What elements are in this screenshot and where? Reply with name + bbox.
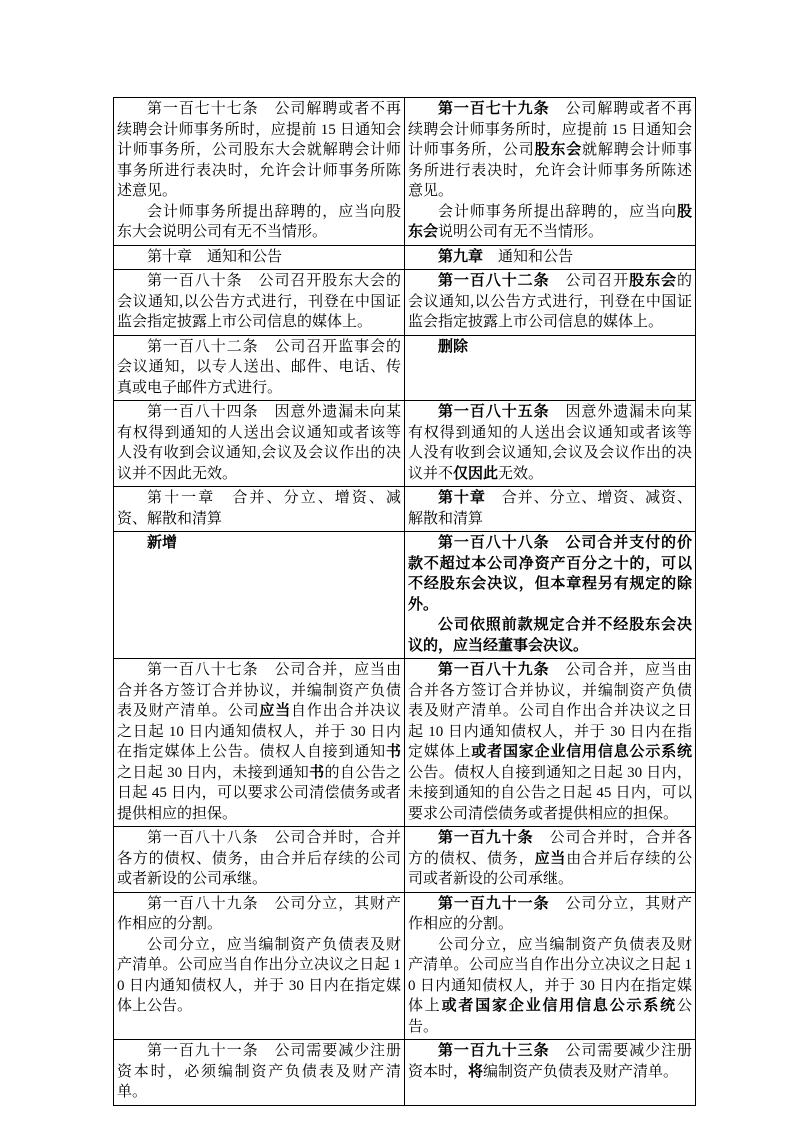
- revised-text-run: 股东会: [629, 273, 677, 289]
- old-clause-cell: [114, 892, 405, 1040]
- table-row: [114, 487, 696, 532]
- text-run: 公告。: [408, 998, 692, 1035]
- table-row: [114, 1040, 696, 1106]
- clause-paragraph: [117, 533, 401, 554]
- table-row: [114, 659, 696, 827]
- table-row: [114, 532, 696, 659]
- text-run: 会计师事务所提出辞聘的，应当向: [438, 203, 677, 220]
- text-run: 第十章 通知和公告: [147, 248, 283, 265]
- old-clause-cell: [114, 245, 405, 270]
- text-run: 公告。债权人自接到通知之日起 30 日内，未接到通知的自公告之日起 45 日内，可以要求公司清偿债务或者提供相应的担保。: [408, 764, 692, 822]
- clause-paragraph: [117, 402, 401, 484]
- revised-text-run: 删除: [438, 338, 469, 355]
- revised-text-run: 第一百八十九条: [438, 662, 550, 678]
- old-clause-cell: [114, 401, 405, 487]
- revised-text-run: 公司依照前款规定合并不经股东会决议的，应当经董事会决议。: [408, 617, 692, 654]
- revised-text-run: 仅因此: [453, 465, 499, 482]
- new-clause-cell: [405, 335, 696, 401]
- clause-paragraph: [117, 488, 401, 529]
- text-run: 公司分立，应当编制资产负债表及财产清单。公司应当自作出分立决议之日起 10 日内通知债权人，并于 30 日内在指定媒体上: [408, 936, 692, 1014]
- table-row: [114, 335, 696, 401]
- old-clause-cell: [114, 98, 405, 246]
- clause-paragraph: [408, 828, 692, 890]
- old-clause-cell: [114, 270, 405, 336]
- clause-paragraph: [408, 247, 692, 268]
- clause-paragraph: [408, 533, 692, 615]
- clause-paragraph: [117, 99, 401, 202]
- text-run: 之日起 30 日内，未接到通知: [117, 764, 310, 781]
- revised-text-run: 第一百九十一条: [438, 895, 550, 912]
- old-clause-cell: [114, 532, 405, 659]
- table-row: [114, 245, 696, 270]
- text-run: 的自公告之日起 45 日内，可以要求公司清偿债务或者提供相应的担保。: [117, 764, 401, 822]
- table-row: [114, 827, 696, 893]
- clause-paragraph: [408, 488, 692, 529]
- text-run: 第一百八十二条 公司召开监事会的会议通知，以专人送出、邮件、电话、传真或电子邮件方式进行。: [117, 338, 401, 396]
- revised-text-run: 应当: [534, 850, 567, 867]
- text-run: 第一百九十一条 公司需要减少注册资本时，必须编制资产负债表及财产清单。: [117, 1043, 401, 1100]
- revised-text-run: 或者国家企业信用信息公示系统: [471, 744, 692, 760]
- text-run: 说明公司有无不当情形。: [438, 224, 604, 240]
- revised-text-run: 书: [309, 764, 325, 781]
- new-clause-cell: [405, 827, 696, 893]
- new-clause-cell: [405, 659, 696, 827]
- revised-text-run: 第一百八十五条: [438, 404, 550, 420]
- clause-paragraph: [117, 202, 401, 243]
- clause-paragraph: [408, 337, 692, 358]
- text-run: 第一百八十条 公司召开股东大会的会议通知,以公告方式进行，刊登在中国证监会指定披露上市公司信息的媒体上。: [117, 273, 401, 330]
- revised-text-run: 或者国家企业信用信息公示系统: [441, 998, 677, 1014]
- text-run: 第一百八十八条 公司合并时，合并各方的债权、债务，由合并后存续的公司或者新设的公司承继。: [117, 830, 401, 887]
- revised-text-run: 新增: [147, 535, 178, 551]
- revised-text-run: 第九章: [438, 248, 484, 265]
- table-row: [114, 270, 696, 336]
- clause-paragraph: [408, 935, 692, 1038]
- clause-paragraph: [408, 615, 692, 656]
- text-run: 就解聘会计师事务所进行表决时，允许会计师事务所陈述意见。: [408, 142, 692, 199]
- text-run: 公司召开: [549, 273, 630, 289]
- text-run: 合并、分立、增资、减资、解散和清算: [408, 490, 692, 527]
- old-clause-cell: [114, 827, 405, 893]
- revised-text-run: 第一百九十三条: [438, 1043, 550, 1059]
- clause-paragraph: [408, 402, 692, 484]
- new-clause-cell: [405, 245, 696, 270]
- clause-paragraph: [117, 660, 401, 824]
- clause-paragraph: [408, 660, 692, 824]
- clause-comparison-table: [113, 97, 696, 1106]
- text-run: 公司需要减少注册资本时，: [408, 1043, 692, 1080]
- new-clause-cell: [405, 401, 696, 487]
- text-run: 第一百八十七条 公司合并，应当由合并各方签订合并协议，并编制资产负债表及财产清单。公司: [117, 662, 401, 719]
- revised-text-run: 应当: [259, 703, 292, 719]
- text-run: 的会议通知,以公告方式进行，刊登在中国证监会指定披露上市公司信息的媒体上。: [408, 273, 692, 330]
- text-run: 公司合并时，合并各方的债权、债务，: [408, 830, 692, 867]
- text-run: 公司合并，应当由合并各方签订合并协议，并编制资产负债表及财产清单。公司自作出合并决议之日起 10 日内通知债权人，并于 30 日内在指定媒体上: [408, 662, 692, 760]
- revised-text-run: 第一百九十条: [438, 830, 534, 846]
- clause-paragraph: [408, 99, 692, 202]
- clause-paragraph: [117, 337, 401, 399]
- revised-text-run: 第一百八十二条: [438, 273, 550, 289]
- clause-paragraph: [117, 894, 401, 935]
- revised-text-run: 第十章: [438, 490, 486, 506]
- table-row: [114, 98, 696, 246]
- clause-paragraph: [408, 202, 692, 243]
- clause-paragraph: [117, 935, 401, 1017]
- text-run: 第十一章 合并、分立、增资、减资、解散和清算: [117, 490, 401, 527]
- new-clause-cell: [405, 532, 696, 659]
- clause-paragraph: [408, 1041, 692, 1082]
- old-clause-cell: [114, 659, 405, 827]
- text-run: 无效。: [498, 465, 544, 482]
- text-run: 公司分立，其财产作相应的分割。: [408, 895, 692, 932]
- text-run: 公司分立，应当编制资产负债表及财产清单。公司应当自作出分立决议之日起 10 日内通知债权人，并于 30 日内在指定媒体上公告。: [117, 936, 401, 1014]
- clause-paragraph: [117, 828, 401, 890]
- text-run: 由合并后存续的公司或者新设的公司承继。: [408, 850, 692, 887]
- new-clause-cell: [405, 892, 696, 1040]
- text-run: 编制资产负债表及财产清单。: [483, 1063, 679, 1080]
- new-clause-cell: [405, 487, 696, 532]
- revised-text-run: 第一百七十九条: [438, 101, 550, 117]
- new-clause-cell: [405, 1040, 696, 1106]
- new-clause-cell: [405, 98, 696, 246]
- revised-text-run: 股东会: [408, 203, 692, 240]
- text-run: 因意外遗漏未向某有权得到通知的人送出会议通知或者该等人没有收到会议通知,会议及会议作出的决议并不: [408, 404, 692, 482]
- revised-text-run: 将: [468, 1063, 484, 1080]
- old-clause-cell: [114, 335, 405, 401]
- text-run: 第一百七十七条 公司解聘或者不再续聘会计师事务所时，应提前 15 日通知会计师事务所，公司股东大会就解聘会计师事务所进行表决时，允许会计师事务所陈述意见。: [117, 101, 401, 199]
- table-row: [114, 892, 696, 1040]
- text-run: 公司解聘或者不再续聘会计师事务所时，应提前 15 日通知会计师事务所，公司: [408, 101, 692, 158]
- old-clause-cell: [114, 1040, 405, 1106]
- revised-text-run: 股东会: [534, 142, 583, 158]
- text-run: 会计师事务所提出辞聘的，应当向股东大会说明公司有无不当情形。: [117, 203, 401, 240]
- revised-text-run: 书: [385, 744, 401, 760]
- text-run: 第一百八十四条 因意外遗漏未向某有权得到通知的人送出会议通知或者该等人没有收到会议通知,会议及会议作出的决议并不因此无效。: [117, 404, 401, 482]
- revised-text-run: 第一百八十八条 公司合并支付的价款不超过本公司净资产百分之十的，可以不经股东会决议，但本章程另有规定的除外。: [408, 535, 692, 613]
- new-clause-cell: [405, 270, 696, 336]
- text-run: 第一百八十九条 公司分立，其财产作相应的分割。: [117, 895, 401, 932]
- clause-paragraph: [117, 247, 401, 268]
- old-clause-cell: [114, 487, 405, 532]
- table-body: [114, 98, 696, 1106]
- clause-paragraph: [408, 894, 692, 935]
- text-run: 通知和公告: [483, 248, 574, 265]
- clause-paragraph: [117, 271, 401, 333]
- clause-paragraph: [408, 271, 692, 333]
- table-row: [114, 401, 696, 487]
- clause-paragraph: [117, 1041, 401, 1103]
- text-run: 自作出合并决议之日起 10 日内通知债权人，并于 30 日内在指定媒体上公告。债权人自接到通知: [117, 703, 401, 760]
